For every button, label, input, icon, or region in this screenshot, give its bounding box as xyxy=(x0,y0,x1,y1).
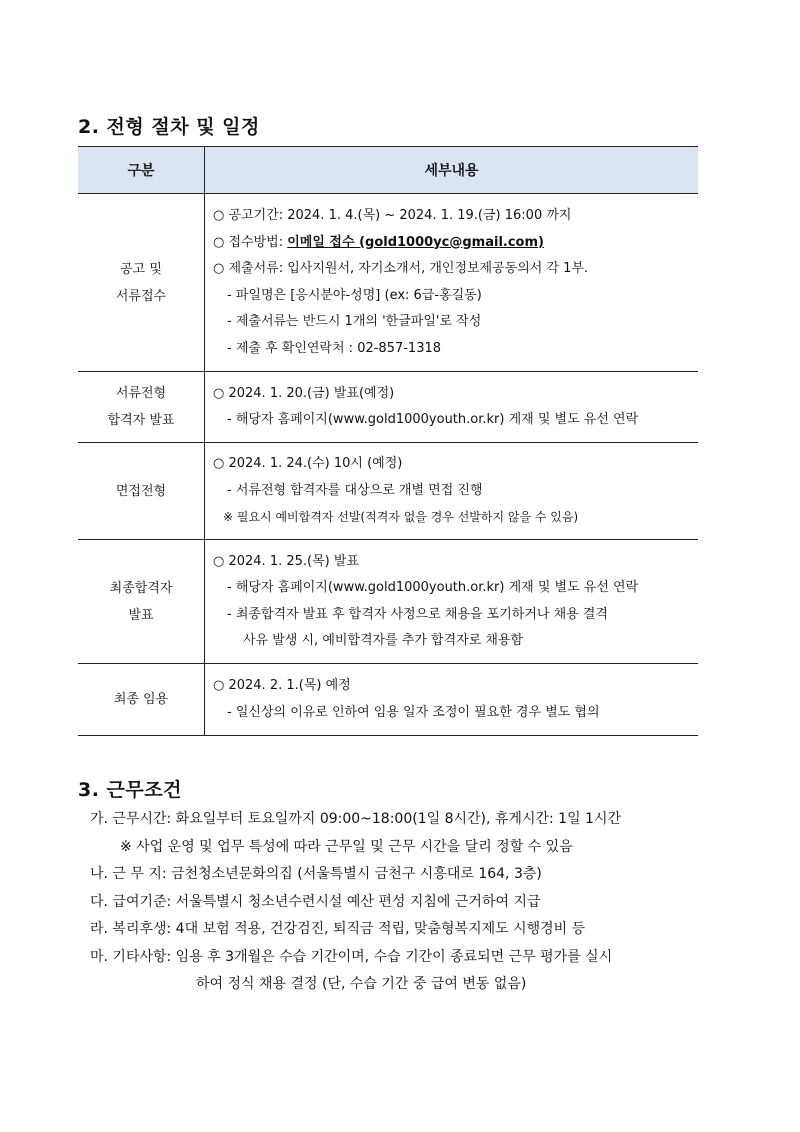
condition-note: ※ 사업 운영 및 업무 특성에 따라 근무일 및 근무 시간을 달리 정할 수 있음 xyxy=(120,838,573,855)
detail-line: ○ 2024. 1. 24.(수) 10시 (예정) xyxy=(213,456,403,472)
detail-line: - 파일명은 [응시분야-성명] (ex: 6급-홍길동) xyxy=(227,287,482,303)
row-label xyxy=(78,540,205,664)
detail-line: ○ 2024. 1. 25.(목) 발표 xyxy=(213,553,359,569)
detail-line: ○ 2024. 1. 20.(금) 발표(예정) xyxy=(213,385,395,401)
table-row xyxy=(78,443,698,540)
schedule-table xyxy=(78,146,698,736)
row-details xyxy=(205,372,699,443)
detail-line: - 일신상의 이유로 인하여 임용 일자 조정이 필요한 경우 별도 협의 xyxy=(227,704,600,720)
detail-line: 사유 발생 시, 예비합격자를 추가 합격자로 채용함 xyxy=(243,633,524,648)
row-label xyxy=(78,443,205,540)
condition-continuation: 하여 정식 채용 결정 (단, 수습 기간 중 급여 변동 없음) xyxy=(196,976,527,992)
header-details: 세부내용 xyxy=(205,147,699,194)
row-label-line: 면접전형 xyxy=(115,483,167,499)
detail-line: - 해당자 홈페이지(www.gold1000youth.or.kr) 게재 및 별도 유선 연락 xyxy=(227,412,639,427)
row-label xyxy=(78,664,205,736)
table-row xyxy=(78,372,698,443)
header-category: 구분 xyxy=(78,147,205,194)
email-submission: 이메일 접수 (gold1000yc@gmail.com) xyxy=(287,234,544,250)
row-details xyxy=(205,443,699,540)
detail-line: ○ 제출서류: 입사지원서, 자기소개서, 개인정보제공동의서 각 1부. xyxy=(213,261,589,276)
row-label-line: 최종합격자 xyxy=(109,580,173,596)
detail-line: ○ 공고기간: 2024. 1. 4.(목) ~ 2024. 1. 19.(금) 16:00 까지 xyxy=(213,208,572,223)
section-2-title: 2. 전형 절차 및 일정 xyxy=(78,116,260,138)
detail-line: - 해당자 홈페이지(www.gold1000youth.or.kr) 게재 및 별도 유선 연락 xyxy=(227,580,639,595)
section-3-title: 3. 근무조건 xyxy=(78,779,182,801)
detail-line: ○ 2024. 2. 1.(목) 예정 xyxy=(213,678,351,693)
row-details xyxy=(205,664,699,736)
row-label-line: 최종 임용 xyxy=(113,692,169,707)
detail-line: - 제출서류는 반드시 1개의 '한글파일'로 작성 xyxy=(227,314,482,329)
row-label xyxy=(78,194,205,372)
condition-item: 나. 근 무 지: 금천청소년문화의집 (서울특별시 금천구 시흥대로 164, 3층) xyxy=(90,866,542,882)
row-label-line: 공고 및 xyxy=(120,261,162,277)
condition-item: 마. 기타사항: 임용 후 3개월은 수습 기간이며, 수습 기간이 종료되면 근무 평가를 실시 xyxy=(90,948,613,965)
detail-note: ※ 필요시 예비합격자 선발(적격자 없을 경우 선발하지 않을 수 있음) xyxy=(223,510,579,525)
row-label-line: 서류접수 xyxy=(115,288,167,304)
row-label xyxy=(78,372,205,443)
table-header-row xyxy=(78,147,698,194)
row-details xyxy=(205,540,699,664)
detail-line: - 서류전형 합격자를 대상으로 개별 면접 진행 xyxy=(227,482,483,498)
table-row xyxy=(78,664,698,736)
row-details xyxy=(205,194,699,372)
detail-line: - 최종합격자 발표 후 합격자 사정으로 채용을 포기하거나 채용 결격 xyxy=(227,606,608,622)
work-conditions-list xyxy=(90,806,621,999)
detail-line: ○ 접수방법: xyxy=(213,234,288,250)
detail-line-method xyxy=(213,230,698,257)
condition-item: 가. 근무시간: 화요일부터 토요일까지 09:00~18:00(1일 8시간), 휴게시간: 1일 1시간 xyxy=(90,811,622,827)
condition-item: 다. 급여기준: 서울특별시 청소년수련시설 예산 편성 지침에 근거하여 지급 xyxy=(90,893,541,910)
table-row xyxy=(78,194,698,372)
row-label-line: 합격자 발표 xyxy=(107,413,175,428)
row-label-line: 서류전형 xyxy=(115,386,167,401)
row-label-line: 발표 xyxy=(128,607,154,623)
condition-item: 라. 복리후생: 4대 보험 적용, 건강검진, 퇴직금 적립, 맞춤형복지제도 시행경비 등 xyxy=(90,921,586,937)
table-row xyxy=(78,540,698,664)
detail-line: - 제출 후 확인연락처 : 02-857-1318 xyxy=(227,340,442,356)
